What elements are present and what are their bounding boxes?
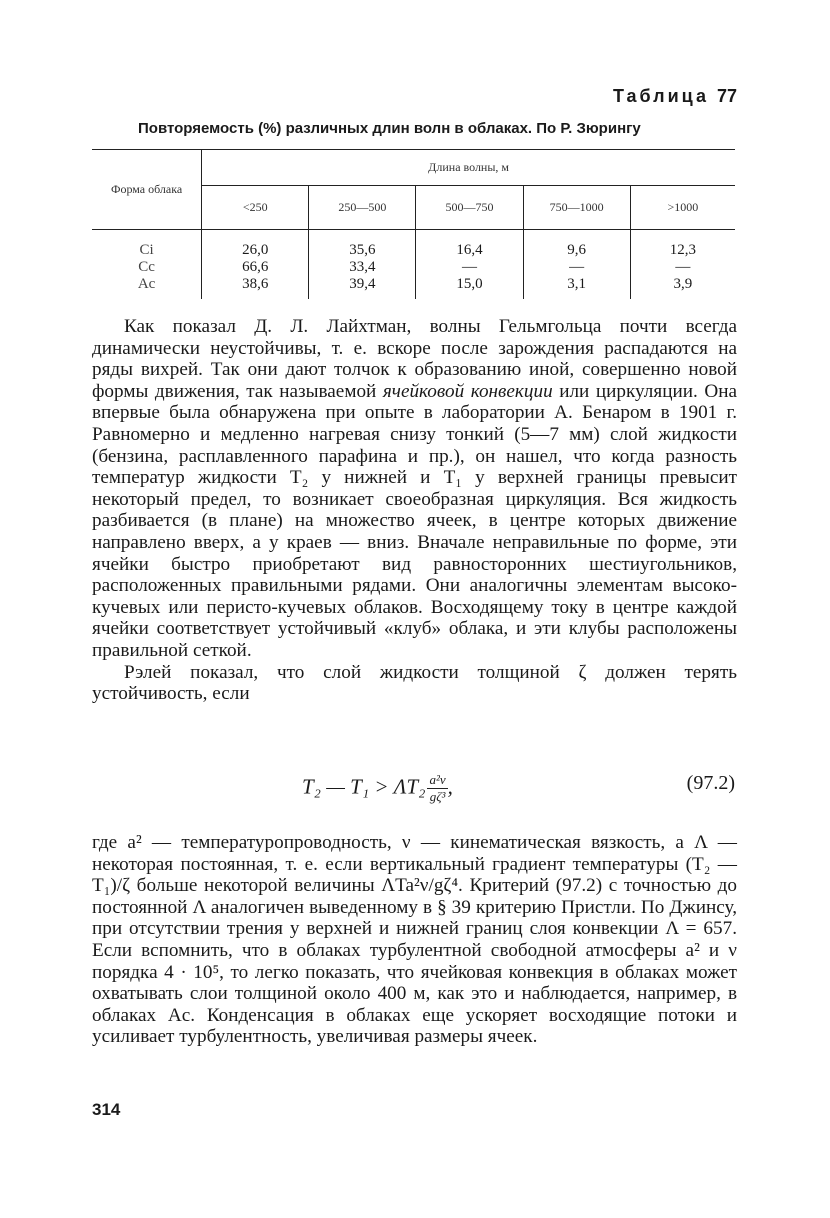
formula-fraction: [427, 772, 447, 805]
paragraph-2: Рэлей показал, что слой жидкости толщиной ζ должен терять устойчивость, если: [92, 661, 737, 705]
col-values-3: 16,4 — 15,0: [416, 230, 523, 300]
col-header-1: <250: [202, 186, 309, 230]
col-values-4: 9,6 — 3,1: [523, 230, 630, 300]
equation-number: (97.2): [686, 772, 735, 794]
paragraph-1-part-a: Как показал Д. Л. Лайхтман, волны Гельмгольца почти всегда динамически неустойчивы, т. е. вскоре после зарождения распадаются на ряды вихрей. Так они дают толчок к образованию иной, совершенно новой формы движения, так называемой: [92, 316, 737, 402]
paragraph-1-emphasis: ячейковой конвекции: [382, 380, 553, 402]
col-header-3: 500—750: [416, 186, 523, 230]
paragraph-block-1: [92, 316, 737, 705]
table-caption: Повторяемость (%) различных длин волн в облаках. По Р. Зюрингу: [138, 120, 641, 137]
formula-numerator: a²ν: [429, 772, 446, 787]
paragraph-block-2: [92, 832, 737, 1048]
equation-97-2: [92, 766, 737, 816]
col-values-5: 12,3 — 3,9: [669, 242, 696, 292]
data-table: [92, 149, 735, 299]
paragraph-3: где a² — температуропроводность, ν — кинематическая вязкость, а Λ — некоторая постоянная, т. е. если вертикальный градиент температуры (T₂ — T₁)/ζ больше некоторой величины ΛTa²ν/gζ⁴. Критерий (97.2) с точностью до постоянной Λ аналогичен выведенному в § 39 критерию Пристли. По Джинсу, при отсутствии трения у верхней и нижней границ слоя конвекции Λ = 657. Если вспомнить, что в облаках турбулентной свободной атмосферы a² и ν порядка 4 · 10⁵, то легко показать, что ячейковая конвекция в облаках может охватывать слои толщиной около 400 м, как это и наблюдается, например, в облаках Ac. Конденсация в облаках еще ускоряет восходящие потоки и усиливает турбулентность, увеличивая размеры ячеек.: [92, 832, 737, 1048]
col-values-1: 26,0 66,6 38,6: [202, 230, 309, 300]
table-label-word: Таблица: [612, 86, 709, 106]
col-header-2: 250—500: [309, 186, 416, 230]
formula-tail: ,: [447, 774, 453, 799]
table-label: [613, 86, 737, 107]
paragraph-1-part-b: или циркуляции. Она впервые была обнаружена при опыте в лаборатории А. Бенаром в 1901 г. Равномерно и медленно нагревая снизу тонкий (5—7 мм) слой жидкости (бензина, расплавленного парафина и пр.), он нашел, что когда разность температур жидкости T₂ у нижней и T₁ у верхней границы превысит некоторый предел, то возникает своеобразная циркуляция. Вся жидкость разбивается (в плане) на множество ячеек, в центре которых движение направлено вверх, а у краев — вниз. Вначале неправильные по форме, эти ячейки быстро приобретают вид равносторонних шестиугольников, расположенных правильными рядами. Они аналогичны элементам высоко-кучевых или перисто-кучевых облаков. Восходящему току в центре каждой ячейки соответствует устойчивый «клуб» облака, и эти клубы расположены правильной сеткой.: [92, 380, 737, 661]
col-header-form: Форма облака: [92, 150, 202, 230]
paragraph-1: [92, 316, 737, 662]
page: [92, 0, 737, 1218]
table-number: 77: [716, 86, 737, 106]
formula: [302, 772, 453, 805]
col-header-group: Длина волны, м: [202, 150, 735, 186]
formula-lhs: T₂ — T₁ > ΛT₂: [302, 774, 426, 799]
col-values-2: 35,6 33,4 39,4: [309, 230, 416, 300]
formula-denominator: gζ³: [429, 789, 446, 804]
col-header-4: 750—1000: [523, 186, 630, 230]
col-header-5: >1000: [630, 186, 735, 230]
row-forms: Ci Cc Ac: [92, 230, 202, 300]
page-number: 314: [92, 1100, 121, 1119]
